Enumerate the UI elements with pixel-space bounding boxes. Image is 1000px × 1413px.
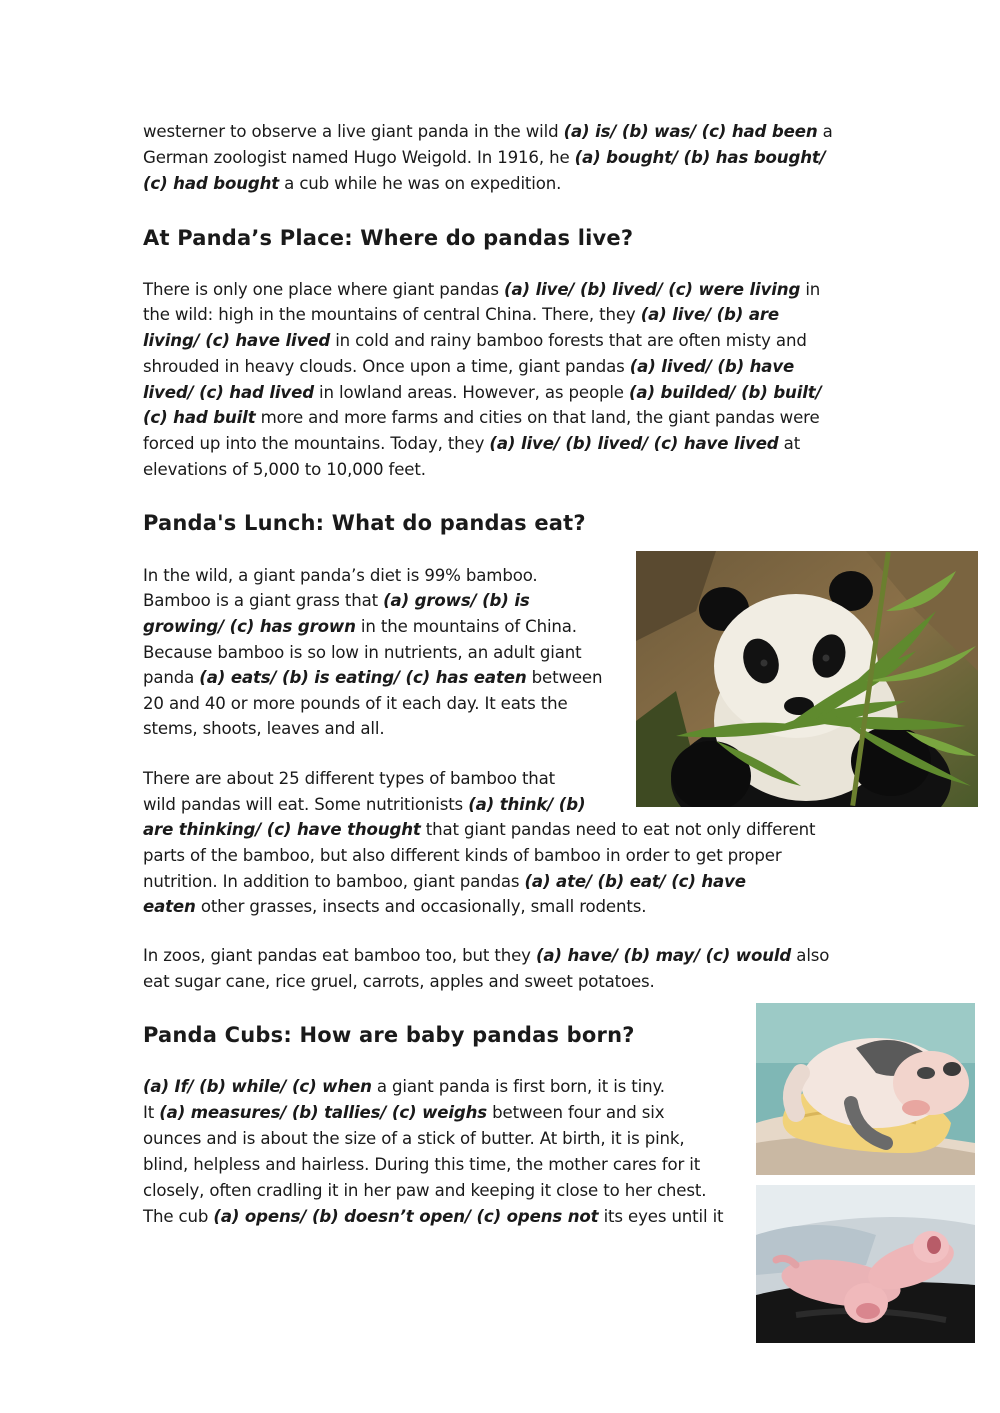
text-segment: a [817,122,833,141]
answer-options: are thinking/ (c) have thought [143,820,421,839]
answer-options: (a) eats/ (b) is eating/ (c) has eaten [199,668,527,687]
answer-options: (a) live/ (b) lived/ (c) have lived [489,434,779,453]
text-segment: The cub [143,1207,214,1226]
answer-options: (a) builded/ (b) built/ [628,383,822,402]
text-line [143,716,384,742]
text-line [143,1074,665,1100]
text-line [143,277,820,303]
answer-options: (a) grows/ (b) is [383,591,530,610]
text-segment: in the mountains of China. [355,617,577,636]
text-segment: ounces and is about the size of a stick of butter. At birth, it is pink, [143,1129,685,1148]
text-line [143,843,782,869]
text-line [143,1152,700,1178]
text-line [143,691,568,717]
text-line [143,665,602,691]
answer-options: growing/ (c) has grown [143,617,356,636]
text-line [143,405,820,431]
text-segment: a giant panda is first born, it is tiny. [371,1077,665,1096]
answer-options: (a) is/ (b) was/ (c) had been [563,122,818,141]
answer-options: (c) had bought [143,174,280,193]
text-line [143,431,800,457]
answer-options: (a) opens/ (b) doesn’t open/ (c) opens not [213,1207,599,1226]
text-segment: elevations of 5,000 to 10,000 feet. [143,460,426,479]
text-segment: Because bamboo is so low in nutrients, an adult giant [143,643,582,662]
text-segment: in [800,280,821,299]
text-line [143,1100,664,1126]
sleeping-panda-cub-photo [756,1003,975,1175]
text-segment: westerner to observe a live giant panda in the wild [143,122,564,141]
text-segment: also [791,946,830,965]
text-line [143,380,821,406]
text-segment: It [143,1103,160,1122]
text-segment: In the wild, a giant panda’s diet is 99% bamboo. [143,566,538,585]
section-heading-place: At Panda’s Place: Where do pandas live? [143,226,634,250]
text-line [143,171,561,197]
text-segment: There are about 25 different types of bamboo that [143,769,556,788]
text-line [143,614,577,640]
panda-eating-bamboo-photo [636,551,978,807]
section-heading-cubs: Panda Cubs: How are baby pandas born? [143,1023,635,1047]
answer-options: (a) live/ (b) lived/ (c) were living [504,280,801,299]
text-segment: closely, often cradling it in her paw and keeping it close to her chest. [143,1181,707,1200]
text-segment: its eyes until it [598,1207,724,1226]
text-line [143,588,530,614]
text-line [143,328,807,354]
text-line [143,943,829,969]
text-segment: in cold and rainy bamboo forests that are often misty and [330,331,807,350]
text-segment: There is only one place where giant pandas [143,280,505,299]
text-line [143,792,585,818]
text-line [143,894,646,920]
text-segment: between [526,668,603,687]
text-line [143,640,581,666]
text-segment: In zoos, giant pandas eat bamboo too, but they [143,946,536,965]
text-line [143,766,555,792]
answer-options: (a) think/ (b) [468,795,586,814]
text-line [143,145,826,171]
text-segment: the wild: high in the mountains of central China. There, they [143,305,641,324]
text-line [143,1126,685,1152]
text-segment: German zoologist named Hugo Weigold. In 1916, he [143,148,575,167]
text-line [143,302,779,328]
text-segment: that giant pandas need to eat not only different [420,820,816,839]
text-segment: panda [143,668,200,687]
text-line [143,563,538,589]
text-segment: a cub while he was on expedition. [279,174,562,193]
section-heading-lunch: Panda's Lunch: What do pandas eat? [143,511,586,535]
answer-options: (a) live/ (b) are [640,305,780,324]
text-segment: nutrition. In addition to bamboo, giant pandas [143,872,525,891]
text-segment: Bamboo is a giant grass that [143,591,384,610]
answer-options: (a) measures/ (b) tallies/ (c) weighs [159,1103,488,1122]
text-line [143,1178,706,1204]
answer-options: (c) had built [143,408,256,427]
text-line [143,354,794,380]
text-line [143,1204,723,1230]
answer-options: eaten [143,897,196,916]
answer-options: (a) ate/ (b) eat/ (c) have [524,872,746,891]
answer-options: (a) If/ (b) while/ (c) when [143,1077,372,1096]
answer-options: (a) have/ (b) may/ (c) would [535,946,792,965]
text-segment: 20 and 40 or more pounds of it each day. It eats the [143,694,568,713]
text-segment: parts of the bamboo, but also different kinds of bamboo in order to get proper [143,846,782,865]
text-segment: other grasses, insects and occasionally, small rodents. [195,897,647,916]
text-segment: eat sugar cane, rice gruel, carrots, apples and sweet potatoes. [143,972,655,991]
text-line [143,869,746,895]
newborn-panda-cubs-photo [756,1185,975,1343]
answer-options: (a) bought/ (b) has bought/ [574,148,826,167]
text-segment: shrouded in heavy clouds. Once upon a time, giant pandas [143,357,630,376]
text-segment: stems, shoots, leaves and all. [143,719,385,738]
text-line [143,817,815,843]
text-segment: forced up into the mountains. Today, they [143,434,490,453]
text-segment: more and more farms and cities on that land, the giant pandas were [255,408,820,427]
text-segment: blind, helpless and hairless. During this time, the mother cares for it [143,1155,701,1174]
text-line [143,969,655,995]
text-segment: in lowland areas. However, as people [313,383,629,402]
text-segment: wild pandas will eat. Some nutritionists [143,795,469,814]
answer-options: lived/ (c) had lived [143,383,314,402]
answer-options: living/ (c) have lived [143,331,331,350]
text-line [143,457,426,483]
text-line [143,119,833,145]
text-segment: between four and six [487,1103,665,1122]
text-segment: at [778,434,801,453]
answer-options: (a) lived/ (b) have [629,357,795,376]
